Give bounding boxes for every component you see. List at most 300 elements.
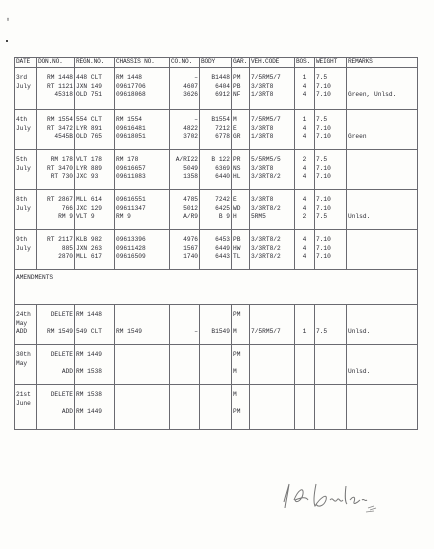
cell-line: 4 [302,236,307,243]
cell-line [116,408,168,417]
cell-weight [315,110,347,150]
cell-line: 7.10 [316,204,331,212]
cell-line: 3/3RT8 [251,164,274,172]
cell-line [201,360,230,369]
cell-don [37,305,75,345]
cell-body [200,150,232,190]
cell-line: 3/3RT8/2 [251,253,281,261]
cell-line: RM 1449 [76,408,102,416]
cell-line [171,400,198,409]
cell-line: 09617706 [116,82,146,90]
cell-line: 7/5RM5/7 [251,328,281,336]
amendment-entry [15,385,418,430]
cell-line: 885 [61,244,73,252]
cell-line: DELETE [50,311,73,318]
cell-line: 7.5 [316,213,328,221]
cell-weight [315,68,347,110]
cell-don [37,68,75,110]
cell-line: 6778 [215,133,230,141]
cell-gar [232,345,250,385]
cell-date [15,110,37,150]
cell-line: DELETE [50,351,73,358]
cell-line [16,408,35,417]
col-remarks: REMARKS [347,58,418,68]
cell-bos [295,150,315,190]
cell-line: 9th [16,236,28,243]
cell-bos [295,230,315,270]
amendments-label: AMENDMENTS [15,270,418,305]
cell-remarks [347,385,418,430]
cell-co [170,68,200,110]
cell-line: 4 [302,82,307,90]
cell-line: 1/3RT8 [251,91,274,99]
cell-line: 7.5 [316,156,328,163]
cell-gar [232,150,250,190]
cell-line: PM [233,311,241,318]
cell-veh [250,345,295,385]
margin-dot [6,40,8,42]
cell-line: B1448 [211,74,230,81]
cell-line: 4 [302,124,307,132]
cell-line [251,311,293,320]
cell-chassis [115,305,170,345]
cell-line [316,391,345,400]
cell-line: 554 CLT [76,116,102,123]
register-entry [15,110,418,150]
cell-date [15,305,37,345]
cell-line: 448 CLT [76,74,102,81]
cell-line: VLT 178 [76,156,102,163]
cell-line: 09616481 [116,124,146,132]
cell-line: 4 [302,91,307,99]
cell-line: 3626 [183,91,198,99]
cell-line: 4 [302,133,307,141]
cell-line: RM 9 [116,213,131,221]
cell-line: Green, Unlsd. [348,91,397,99]
cell-line: M [233,328,237,336]
cell-chassis [115,230,170,270]
cell-line: 3/3RT8/2 [251,173,281,181]
cell-line: RM 1554 [116,116,142,123]
cell-line: H [233,213,237,221]
cell-line [348,74,416,83]
cell-line: 4976 [183,236,198,243]
cell-line: 21st [16,391,31,398]
cell-line: HL [233,173,241,181]
cell-line: RM 178 [116,156,139,163]
cell-line [201,408,230,417]
col-gar: GAR. [232,58,250,68]
cell-line: 7.10 [316,196,331,203]
cell-regn [75,385,115,430]
register-table [14,57,418,430]
cell-line: PB [233,82,241,90]
cell-remarks [347,68,418,110]
cell-line [316,368,345,377]
cell-line: 3rd [16,74,28,81]
cell-line: M [233,391,237,398]
cell-line: RT 730 [50,173,73,181]
cell-don [37,110,75,150]
cell-line [171,320,198,329]
cell-line: RT 3470 [47,164,73,172]
cell-line: – [194,116,198,123]
cell-remarks [347,305,418,345]
cell-line [233,400,248,409]
cell-line [316,408,345,417]
cell-body [200,385,232,430]
cell-bos [295,190,315,230]
cell-veh [250,385,295,430]
cell-weight [315,345,347,385]
cell-line [316,360,345,369]
cell-line: Unlsd. [348,213,371,221]
cell-date [15,230,37,270]
cell-line [348,116,416,125]
cell-line: KLB 982 [76,236,102,243]
cell-bos [295,68,315,110]
cell-line: RM 1448 [47,74,73,81]
cell-veh [250,305,295,345]
cell-line: 7.10 [316,133,331,141]
cell-line [201,368,230,377]
cell-line [296,360,313,369]
cell-remarks [347,190,418,230]
cell-line: 7.10 [316,253,331,261]
cell-line: 2 [302,213,307,221]
cell-line: 4785 [183,196,198,203]
col-body: BODY [200,58,232,68]
signature [270,470,390,530]
cell-line: PM [233,74,241,81]
cell-remarks [347,150,418,190]
cell-line: PR [233,156,241,163]
cell-line: MLL 617 [76,253,102,261]
cell-line: 24th [16,311,31,318]
header-row [15,58,418,68]
cell-remarks [347,345,418,385]
cell-line [348,236,416,245]
cell-line [348,173,416,182]
cell-remarks [347,110,418,150]
cell-line: RM 1448 [116,74,142,81]
cell-line: 3/3RT8 [251,124,274,132]
cell-line: RM 1549 [47,328,73,336]
cell-line: 7242 [215,196,230,203]
cell-line: E [233,124,237,132]
cell-line [316,320,345,329]
cell-line: June [16,399,31,407]
cell-line: 8th [16,196,28,203]
cell-date [15,68,37,110]
amendment-entry [15,345,418,385]
cell-line [251,391,293,400]
cell-line: 6404 [215,82,230,90]
cell-body [200,190,232,230]
cell-line: 09616551 [116,196,146,203]
cell-line: B1554 [211,116,230,123]
cell-line: 4607 [183,82,198,90]
col-veh: VEH.CODE [250,58,295,68]
cell-line: 7.10 [316,173,331,181]
cell-line: RM 1449 [76,351,102,358]
cell-line [348,320,416,329]
cell-line: NF [233,91,241,99]
cell-line [348,351,416,360]
cell-body [200,230,232,270]
cell-line: 6453 [215,236,230,243]
cell-line: 4 [302,196,307,203]
cell-line [251,368,293,377]
cell-line: 1 [302,74,307,81]
cell-line: 1/3RT8 [251,133,274,141]
cell-line: July [16,164,31,172]
col-don: DON.NO. [37,58,75,68]
cell-line: RT 2867 [47,196,73,203]
cell-line: 5/5RM5/5 [251,156,281,163]
cell-line: 09618051 [116,133,146,141]
cell-line: B 122 [211,156,230,163]
cell-line: RM 178 [50,156,73,163]
cell-line: Unlsd. [348,328,371,336]
cell-line: 1740 [183,253,198,261]
cell-line [251,320,293,329]
cell-co [170,230,200,270]
cell-line: 4 [302,253,307,261]
cell-line: July [16,124,31,132]
cell-line: 7.10 [316,82,331,90]
cell-gar [232,68,250,110]
cell-date [15,345,37,385]
cell-co [170,110,200,150]
cell-line: RT 2117 [47,236,73,243]
col-co: CO.NO. [170,58,200,68]
cell-line: May [16,359,28,367]
cell-line: DELETE [50,391,73,398]
cell-line: 6369 [215,164,230,172]
cell-chassis [115,385,170,430]
cell-line [348,391,416,400]
cell-line: RM 1549 [116,328,142,336]
cell-line [38,320,73,329]
cell-regn [75,305,115,345]
cell-body [200,305,232,345]
cell-don [37,385,75,430]
cell-line: PM [233,351,241,358]
cell-line: WD [233,204,241,212]
cell-line: HW [233,244,241,252]
cell-line [316,351,345,360]
cell-line: A/R9 [183,213,198,221]
cell-bos [295,110,315,150]
cell-chassis [115,345,170,385]
cell-line [201,311,230,320]
cell-line [316,400,345,409]
cell-line: JXN 149 [76,82,102,90]
cell-chassis [115,190,170,230]
cell-line [116,320,168,329]
cell-line: 4822 [183,124,198,132]
cell-line: 1 [302,116,307,123]
cell-line: – [194,74,198,81]
cell-line [348,156,416,165]
cell-line [296,320,313,329]
cell-line: OLD 751 [76,91,102,99]
cell-veh [250,190,295,230]
cell-line [171,391,198,400]
cell-line: 7212 [215,124,230,132]
cell-line: 7.10 [316,244,331,252]
cell-line [348,253,416,262]
cell-line: RM 1538 [76,368,102,376]
amendment-entry [15,305,418,345]
cell-line: 09611347 [116,204,146,212]
cell-line: – [194,328,198,336]
cell-line: 5049 [183,164,198,172]
cell-line: ADD [16,328,28,336]
cell-line [116,360,168,369]
cell-line: GR [233,133,241,141]
cell-bos [295,385,315,430]
cell-line [233,320,248,329]
cell-co [170,190,200,230]
cell-line: 1 [302,328,307,336]
cell-line [116,400,168,409]
cell-line: 2 [302,156,307,163]
cell-line [171,351,198,360]
cell-weight [315,190,347,230]
cell-don [37,345,75,385]
cell-weight [315,230,347,270]
cell-line: 6449 [215,244,230,252]
cell-line [38,360,73,369]
cell-veh [250,150,295,190]
cell-veh [250,68,295,110]
cell-line [116,311,168,320]
cell-line: July [16,204,31,212]
cell-line [296,351,313,360]
cell-line: 3/3RT8/2 [251,204,281,212]
cell-don [37,150,75,190]
cell-line: 766 [61,204,73,212]
cell-line [251,351,293,360]
cell-line: ADD [61,408,73,416]
cell-line: 1358 [183,173,198,181]
cell-line: B 9 [218,213,230,221]
cell-line: 7.10 [316,236,331,243]
cell-line: M [233,116,237,123]
cell-line: 3/3RT8 [251,82,274,90]
cell-line: 5th [16,156,28,163]
cell-line: Green [348,133,367,141]
col-date: DATE [15,58,37,68]
cell-line [296,408,313,417]
cell-line: A/RI22 [175,156,198,163]
cell-gar [232,190,250,230]
cell-line: PM [233,408,241,416]
cell-line [348,196,416,205]
cell-co [170,345,200,385]
cell-line: 09616509 [116,253,146,261]
cell-co [170,305,200,345]
cell-gar [232,230,250,270]
cell-line: May [16,319,28,327]
cell-line: RM 9 [58,213,73,221]
cell-line: E [233,196,237,203]
cell-date [15,190,37,230]
cell-regn [75,150,115,190]
col-weight: WEIGHT [315,58,347,68]
cell-line: 6443 [215,253,230,261]
cell-regn [75,190,115,230]
cell-gar [232,385,250,430]
cell-line: ADD [61,368,73,376]
cell-line [76,400,113,409]
cell-line: 09618068 [116,91,146,99]
cell-line: 5RM5 [251,213,266,221]
cell-line: TL [233,253,241,261]
cell-line [201,400,230,409]
cell-line: 45318 [54,91,73,99]
cell-line [251,360,293,369]
cell-weight [315,305,347,345]
cell-line: 7/5RM5/7 [251,74,281,81]
cell-body [200,110,232,150]
cell-veh [250,110,295,150]
cell-line: 4 [302,164,307,172]
cell-line: 6440 [215,173,230,181]
col-chassis: CHASSIS NO. [115,58,170,68]
cell-line [348,165,416,174]
cell-line: 7.10 [316,124,331,132]
cell-line [316,311,345,320]
cell-line: OLD 765 [76,133,102,141]
cell-line: RM 1538 [76,391,102,398]
cell-regn [75,345,115,385]
cell-co [170,385,200,430]
cell-line: 1567 [183,244,198,252]
cell-line [76,360,113,369]
cell-line: 4 [302,173,307,181]
cell-body [200,345,232,385]
cell-line: 5012 [183,204,198,212]
cell-line: LYR 891 [76,124,102,132]
cell-line [296,391,313,400]
cell-date [15,385,37,430]
cell-line: 3/3RT8/2 [251,236,281,243]
cell-line: 3/3RT8 [251,196,274,203]
cell-gar [232,305,250,345]
cell-regn [75,230,115,270]
cell-line: 7/5RM5/7 [251,116,281,123]
cell-line: 7.10 [316,164,331,172]
cell-date [15,150,37,190]
cell-line: RT 1121 [47,82,73,90]
cell-line: 30th [16,351,31,358]
cell-bos [295,305,315,345]
cell-line [116,351,168,360]
cell-veh [250,230,295,270]
cell-line [296,368,313,377]
cell-co [170,150,200,190]
cell-line: 09616657 [116,164,146,172]
cell-line: VLT 9 [76,213,95,221]
cell-body [200,68,232,110]
cell-line: 4 [302,204,307,212]
register-entry [15,150,418,190]
cell-line [171,311,198,320]
cell-line [251,400,293,409]
